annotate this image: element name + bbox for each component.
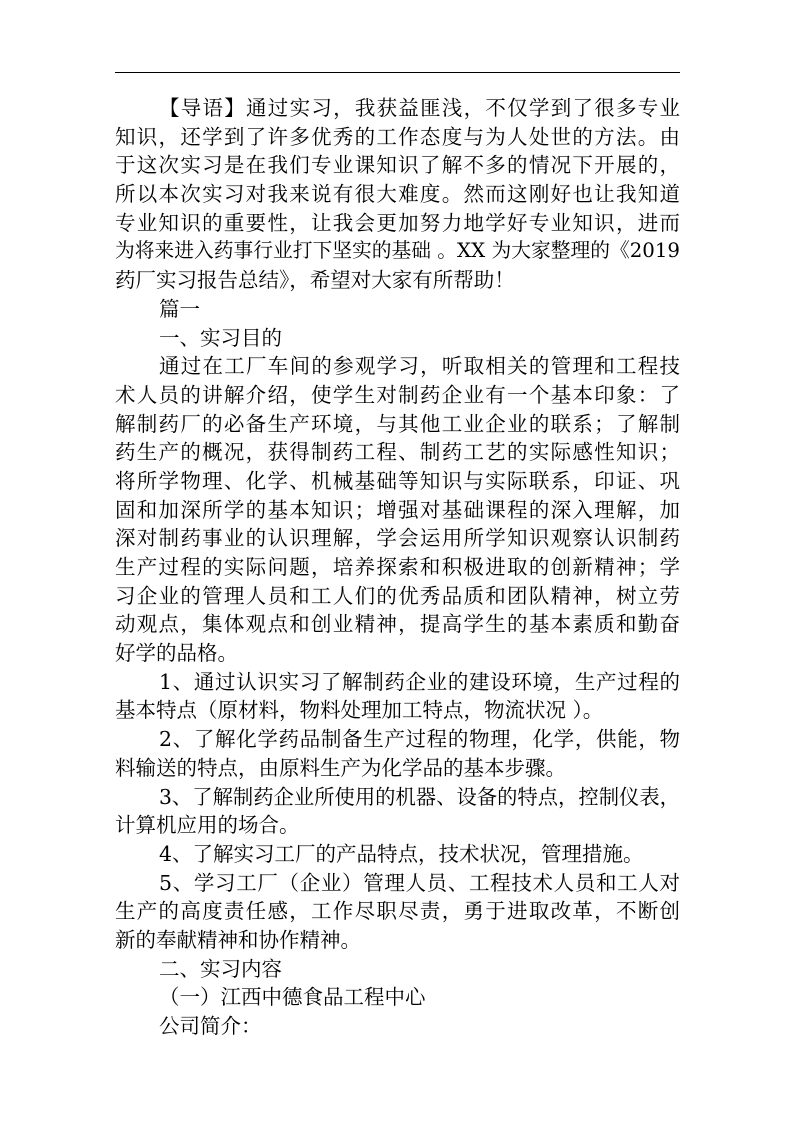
text-line: 深对制药事业的认识理解，学会运用所学知识观察认识制药 [115, 526, 680, 551]
document-body [115, 94, 680, 1041]
text-line: 【导语】通过实习，我获益匪浅，不仅学到了很多专业 [159, 96, 680, 120]
text-line: 篇一 [159, 296, 200, 321]
text-line: 术人员的讲解介绍，使学生对制药企业有一个基本印象：了 [115, 382, 680, 407]
text-line: 解制药厂的必备生产环境，与其他工业企业的联系；了解制 [115, 411, 680, 436]
text-line: 料输送的特点，由原料生产为化学品的基本步骤。 [115, 755, 566, 780]
text-line: 知识，还学到了许多优秀的工作态度与为人处世的方法。由 [115, 124, 680, 149]
text-line: 4、了解实习工厂的产品特点，技术状况，管理措施。 [159, 841, 644, 866]
text-line: 二、实习内容 [159, 956, 282, 981]
text-line: 药厂实习报告总结》，希望对大家有所帮助！ [115, 268, 515, 293]
text-line: 2、了解化学药品制备生产过程的物理，化学，供能，物 [159, 727, 680, 752]
text-line: 专业知识的重要性，让我会更加努力地学好专业知识，进而 [115, 210, 680, 235]
text-line: 一、实习目的 [159, 325, 282, 350]
text-line: 于这次实习是在我们专业课知识了解不多的情况下开展的， [115, 153, 680, 178]
text-line: 生产过程的实际问题，培养探索和积极进取的创新精神；学 [115, 555, 680, 579]
text-line: 好学的品格。 [115, 641, 238, 666]
text-line: 动观点，集体观点和创业精神，提高学生的基本素质和勤奋 [115, 612, 680, 637]
text-line: 将所学物理、化学、机械基础等知识与实际联系，印证、巩 [115, 468, 680, 493]
text-line: 1、通过认识实习了解制药企业的建设环境，生产过程的 [159, 669, 680, 694]
text-line: （一）江西中德食品工程中心 [159, 985, 426, 1010]
text-line: 通过在工厂车间的参观学习，听取相关的管理和工程技 [159, 354, 680, 379]
text-line: 药生产的概况，获得制药工程、制药工艺的实际感性知识； [115, 440, 680, 465]
text-line: 新的奉献精神和协作精神。 [115, 927, 361, 952]
text-line: 生产的高度责任感，工作尽职尽责，勇于进取改革，不断创 [115, 899, 680, 924]
text-line: 计算机应用的场合。 [115, 813, 300, 838]
text-line: 5、学习工厂（企业）管理人员、工程技术人员和工人对 [159, 870, 680, 895]
text-line: 公司简介： [159, 1014, 262, 1038]
text-line: 习企业的管理人员和工人们的优秀品质和团队精神，树立劳 [115, 583, 680, 608]
text-line: 固和加深所学的基本知识；增强对基础课程的深入理解，加 [115, 497, 680, 522]
text-line: 为将来进入药事行业打下坚实的基础 。XX 为大家整理的《2019 [115, 239, 680, 263]
text-line: 所以本次实习对我来说有很大难度。然而这刚好也让我知道 [115, 182, 680, 207]
header-rule [115, 72, 680, 73]
text-line: 基本特点（原材料，物料处理加工特点，物流状况 ）。 [115, 698, 604, 723]
text-line: 3、了解制药企业所使用的机器、设备的特点，控制仪表， [159, 784, 680, 809]
